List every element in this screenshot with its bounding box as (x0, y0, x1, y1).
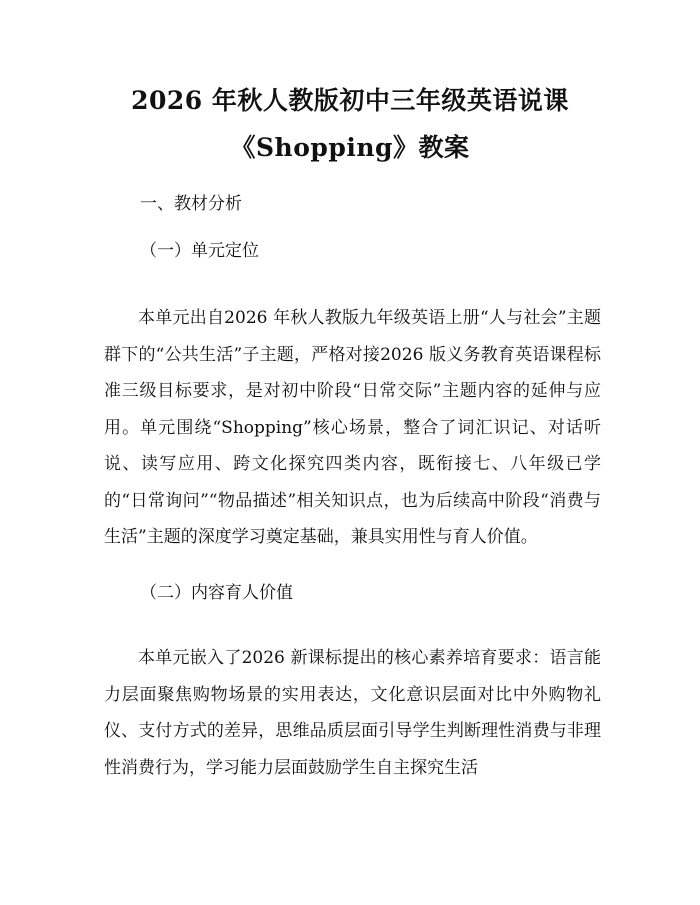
document-title-line-2: 《Shopping》教案 (230, 133, 470, 162)
section-heading-textbook-analysis: 一、教材分析 (140, 194, 242, 214)
paragraph-unit-positioning: 本单元出自2026 年秋人教版九年级英语上册“人与社会”主题群下的“公共生活”子主题，严格对接2026 版义务教育英语课程标准三级目标要求，是对初中阶段“日常交际”主题内容的延伸与应用。单元围绕“Shopping”核心场景，整合了词汇识记、对话听说、读写应用、跨文化探究四类内容，既衔接七、八年级已学的“日常询问”“物品描述”相关知识点，也为后续高中阶段“消费与生活”主题的深度学习奠定基础，兼具实用性与育人价值。 (104, 308, 601, 547)
subsection-heading-unit-positioning: （一）单元定位 (140, 241, 259, 261)
document-title-line-1: 2026 年秋人教版初中三年级英语说课 (131, 86, 569, 115)
subsection-heading-educational-value: （二）内容育人价值 (140, 583, 293, 603)
paragraph-educational-value: 本单元嵌入了2026 新课标提出的核心素养培育要求：语言能力层面聚焦购物场景的实用表达，文化意识层面对比中外购物礼仪、支付方式的差异，思维品质层面引导学生判断理性消费与非理性消费行为，学习能力层面鼓励学生自主探究生活 (104, 648, 601, 778)
